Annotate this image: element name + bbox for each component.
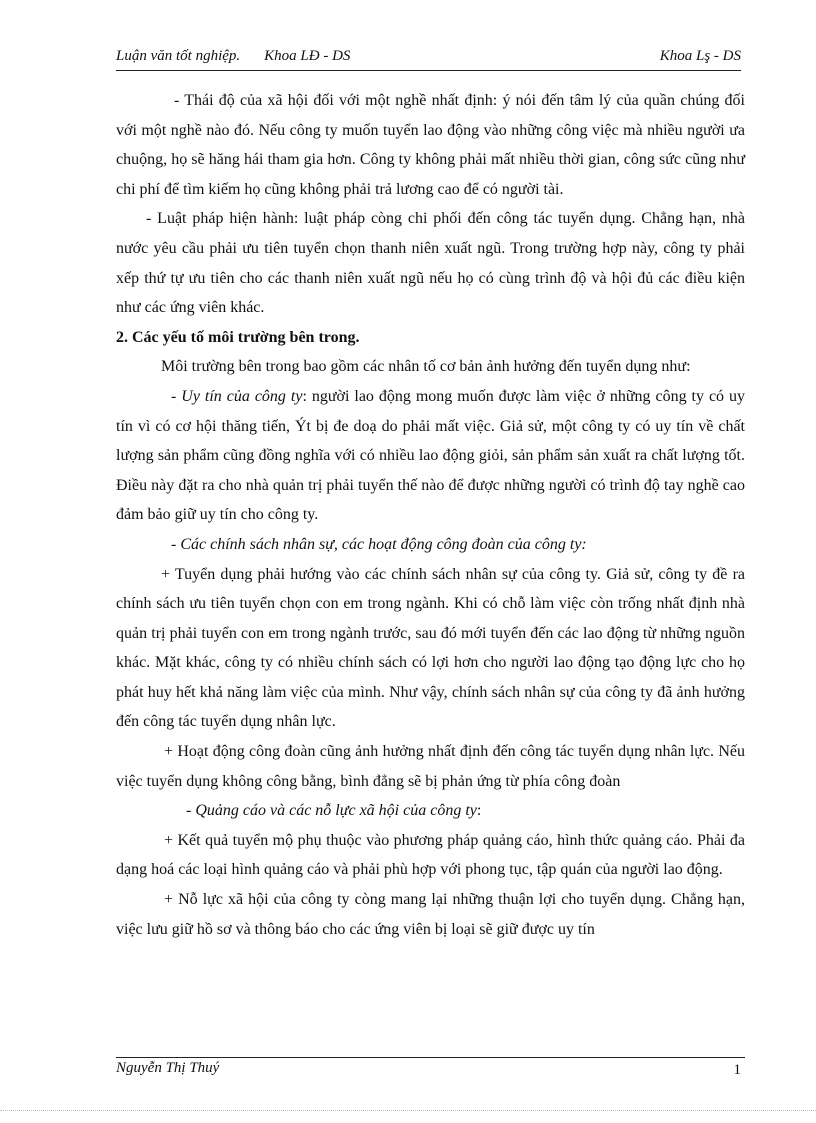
- paragraph-internal-intro: Môi trường bên trong bao gồm các nhân tố cơ bản ảnh hưởng đến tuyển dụng như:: [161, 358, 691, 376]
- paragraph-social-attitude: - Thái độ của xã hội đối với một nghề nhất định: ý nói đến tâm lý của quần chúng đối với một nghề nào đó. Nếu công ty muốn tuyển lao động vào những công việc mà nhiều người ưa chuộng, họ sẽ hăng hái tham gia hơn. Công ty không phải mất nhiều thời gian, công sức cũng như chi phí để tìm kiếm họ cũng không phải trả lương cao để có người tài.: [116, 92, 745, 198]
- paragraph-advertising-results: + Kết quả tuyển mộ phụ thuộc vào phương pháp quảng cáo, hình thức quảng cáo. Phải đa dạng hoá các loại hình quảng cáo và phải phù hợp với phong tục, tập quán của người lao động.: [116, 831, 745, 879]
- page-number: 1: [733, 1062, 741, 1078]
- header-left: [116, 48, 350, 65]
- paragraph-hr-policies: + Tuyển dụng phải hướng vào các chính sách nhân sự của công ty. Giả sử, công ty đề ra chính sách ưu tiên tuyển chọn con em trong ngành. Khi có chỗ làm việc còn trống nhất định nhà quản trị phải tuyển con em trong ngành trước, sau đó mới tuyển đến các lao động từ những nguồn khác. Mặt khác, công ty có nhiều chính sách có lợi hơn cho người lao động tạo động lực cho họ phát huy hết khả năng làm việc của mình. Như vậy, chính sách nhân sự của công ty đã ảnh hưởng đến công tác tuyển dụng nhân lực.: [116, 565, 745, 731]
- bullet-dash: -: [171, 535, 181, 553]
- page-footer: [116, 1057, 745, 1077]
- paragraph-company-reputation: [116, 382, 745, 530]
- header-left-dept: Khoa LĐ - DS: [264, 48, 351, 64]
- colon: :: [476, 802, 482, 820]
- page-header: [116, 48, 741, 71]
- footer-author: Nguyễn Thị Thuý: [116, 1060, 220, 1076]
- term-company-reputation: Uy tín của công ty: [181, 387, 303, 405]
- paragraph-advertising-heading: [116, 796, 745, 826]
- term-hr-policies: Các chính sách nhân sự, các hoạt động công đoàn của công ty:: [180, 535, 587, 553]
- bullet-dash: -: [186, 802, 196, 820]
- paragraph-company-reputation-text: : người lao động mong muốn được làm việc ở những công ty có uy tín vì có cơ hội thăng tiến, Ýt bị đe doạ do phải mất việc. Giả sử, một công ty có uy tín về chất lượng sản phẩm cũng đồng nghĩa với có nhiều lao động giỏi, sản phẩm sản xuất ra chất lượng tốt. Điều này đặt ra cho nhà quản trị phải tuyển thế nào để được những người có trình độ tay nghề cao đảm bảo giữ uy tín cho công ty.: [116, 387, 746, 524]
- paragraph-hr-policies-heading: [116, 530, 745, 560]
- header-right-dept: Khoa Lş - DS: [659, 48, 741, 64]
- bullet-dash: -: [171, 387, 182, 405]
- section-heading: 2. Các yếu tố môi trường bên trong.: [116, 328, 360, 346]
- page-body: [116, 86, 745, 944]
- term-advertising: Quảng cáo và các nỗ lực xã hội của công ty: [195, 802, 477, 820]
- page-bottom-divider: [0, 1110, 816, 1111]
- paragraph-current-law: - Luật pháp hiện hành: luật pháp còng chi phối đến công tác tuyển dụng. Chẳng hạn, nhà nước yêu cầu phải ưu tiên tuyển chọn thanh niên xuất ngũ. Trong trường hợp này, công ty phải xếp thứ tự ưu tiên cho các thanh niên xuất ngũ nếu họ có cùng trình độ và hội đủ các điều kiện như các ứng viên khác.: [116, 210, 745, 317]
- paragraph-social-efforts: + Nỗ lực xã hội của công ty còng mang lại những thuận lợi cho tuyển dụng. Chẳng hạn, việc lưu giữ hồ sơ và thông báo cho các ứng viên bị loại sẽ giữ được uy tín: [116, 891, 745, 938]
- header-thesis-title: Luận văn tốt nghiệp.: [116, 48, 241, 64]
- paragraph-union-activity: + Hoạt động công đoàn cũng ảnh hưởng nhất định đến công tác tuyển dụng nhân lực. Nếu việc tuyển dụng không công bằng, bình đẳng sẽ bị phản ứng từ phía công đoàn: [116, 743, 745, 790]
